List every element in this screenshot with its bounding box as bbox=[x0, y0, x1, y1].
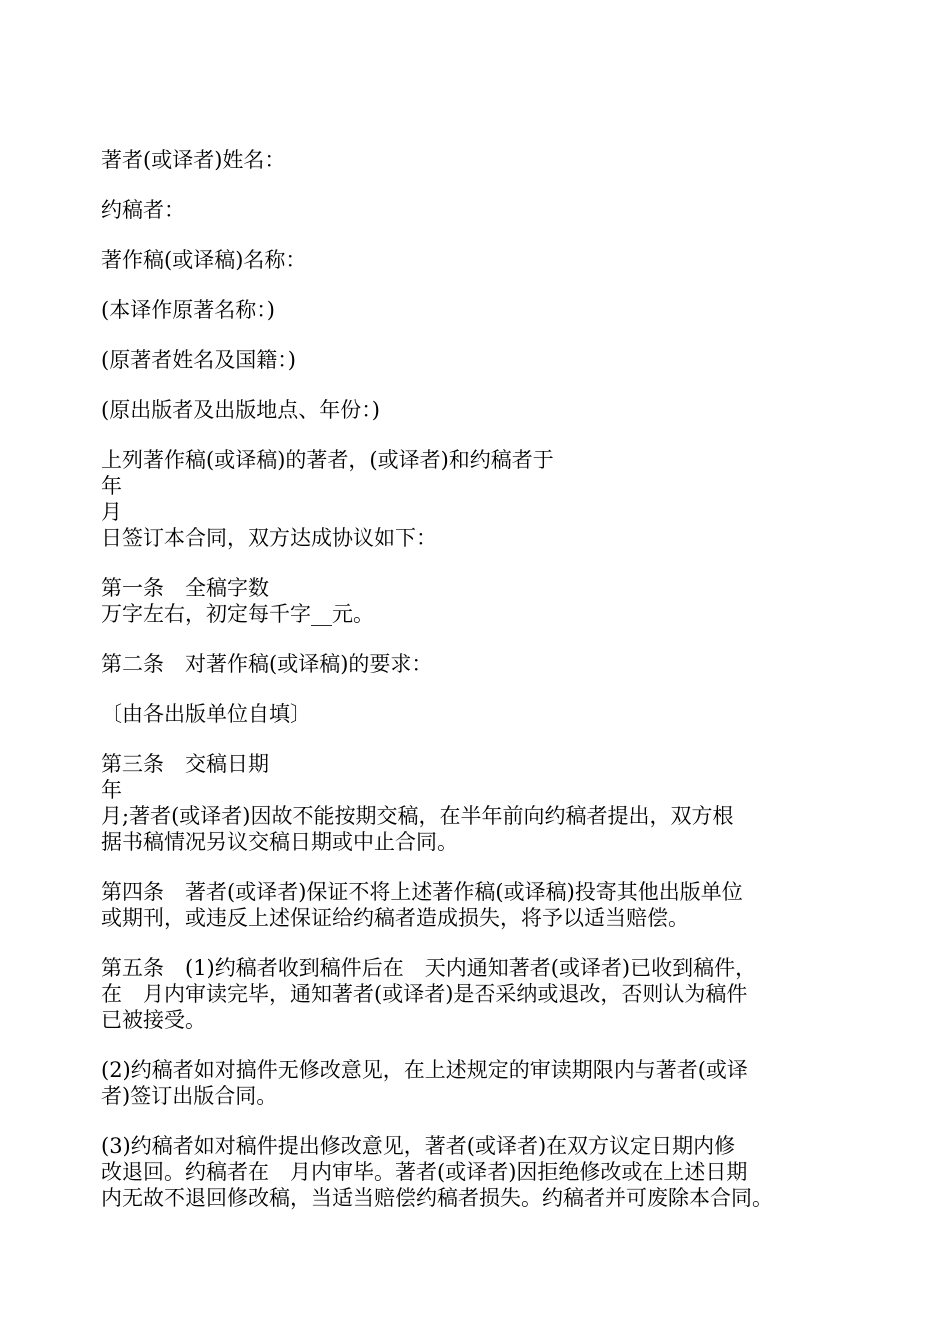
text-line: 第四条 著者(或译者)保证不将上述著作稿(或译稿)投寄其他出版单位 bbox=[101, 880, 743, 904]
text-line: 万字左右，初定每千字__元。 bbox=[101, 602, 374, 626]
text-line: 改退回。约稿者在 月内审毕。著者(或译者)因拒绝修改或在上述日期 bbox=[101, 1160, 748, 1184]
text-line: 据书稿情况另议交稿日期或中止合同。 bbox=[101, 830, 458, 854]
paragraph bbox=[101, 751, 871, 855]
paragraph bbox=[101, 1133, 871, 1211]
text-line: 著者(或译者)姓名： bbox=[101, 148, 286, 172]
text-line: (2)约稿者如对搞件无修改意见，在上述规定的审读期限内与著者(或译 bbox=[101, 1058, 748, 1082]
text-line: (本译作原著名称：) bbox=[101, 298, 275, 322]
text-line: 者)签订出版合同。 bbox=[101, 1084, 278, 1108]
text-line: 在 月内审读完毕，通知著者(或译者)是否采纳或退改，否则认为稿件 bbox=[101, 982, 748, 1006]
paragraph bbox=[101, 651, 871, 677]
text-line: 月;著者(或译者)因故不能按期交稿，在半年前向约稿者提出，双方根 bbox=[101, 804, 734, 828]
paragraph bbox=[101, 701, 871, 727]
paragraph bbox=[101, 397, 871, 423]
text-line: 年 bbox=[101, 778, 122, 802]
text-line: 或期刊，或违反上述保证给约稿者造成损失，将予以适当赔偿。 bbox=[101, 906, 689, 930]
text-line: (3)约稿者如对稿件提出修改意见，著者(或译者)在双方议定日期内修 bbox=[101, 1134, 736, 1158]
text-line: (原著者姓名及国籍：) bbox=[101, 348, 296, 372]
paragraph bbox=[101, 297, 871, 323]
text-line: 月 bbox=[101, 500, 122, 524]
paragraph bbox=[101, 1057, 871, 1109]
paragraph bbox=[101, 347, 871, 373]
paragraph bbox=[101, 147, 871, 173]
paragraph bbox=[101, 197, 871, 223]
text-line: 第二条 对著作稿(或译稿)的要求： bbox=[101, 652, 433, 676]
text-line: 上列著作稿(或译稿)的著者，(或译者)和约稿者于 bbox=[101, 448, 554, 472]
text-line: 著作稿(或译稿)名称： bbox=[101, 248, 307, 272]
paragraph bbox=[101, 575, 871, 627]
paragraph bbox=[101, 879, 871, 931]
paragraph bbox=[101, 247, 871, 273]
text-line: (原出版者及出版地点、年份：) bbox=[101, 398, 380, 422]
text-line: 已被接受。 bbox=[101, 1008, 206, 1032]
text-line: 第三条 交稿日期 bbox=[101, 752, 269, 776]
paragraph bbox=[101, 447, 871, 551]
paragraph bbox=[101, 955, 871, 1033]
text-line: 约稿者： bbox=[101, 198, 185, 222]
text-line: 内无故不退回修改稿，当适当赔偿约稿者损失。约稿者并可废除本合同。 bbox=[101, 1186, 773, 1210]
document-page bbox=[101, 147, 871, 1235]
text-line: 第一条 全稿字数 bbox=[101, 576, 269, 600]
text-line: 第五条 (1)约稿者收到稿件后在 天内通知著者(或译者)已收到稿件， bbox=[101, 956, 757, 980]
text-line: 日签订本合同，双方达成协议如下： bbox=[101, 526, 437, 550]
text-line: 年 bbox=[101, 474, 122, 498]
text-line: 〔由各出版单位自填〕 bbox=[101, 702, 311, 726]
